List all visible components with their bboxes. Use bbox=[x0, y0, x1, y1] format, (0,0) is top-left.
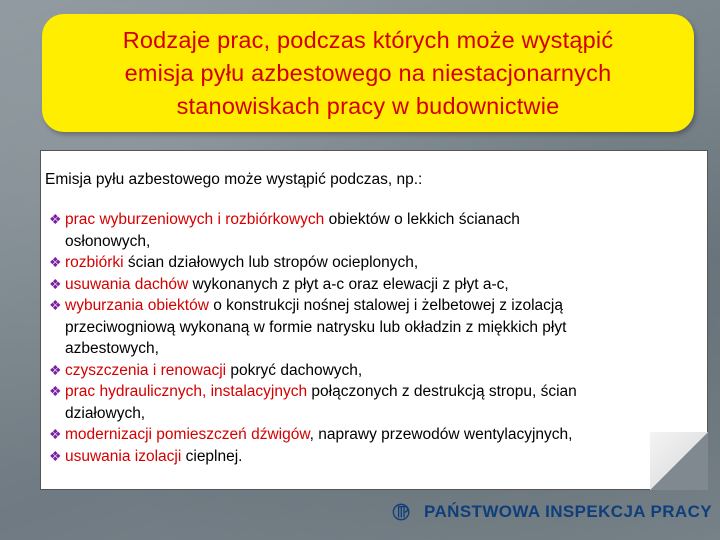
item-text: ścian działowych lub stropów ocieplonych, bbox=[123, 254, 419, 271]
item-highlight: usuwania dachów bbox=[65, 275, 189, 293]
work-types-list bbox=[49, 209, 709, 467]
item-highlight: prac wyburzeniowych i rozbiórkowych bbox=[65, 211, 325, 228]
brand-name: PAŃSTWOWA INSPEKCJA PRACY bbox=[423, 502, 712, 521]
item-highlight: modernizacji pomieszczeń dźwigów bbox=[65, 426, 310, 443]
pip-logo bbox=[392, 492, 712, 532]
list-item bbox=[49, 381, 709, 424]
item-continuation: azbestowych, bbox=[65, 340, 159, 357]
diamond-bullet-icon: ❖ bbox=[49, 426, 62, 442]
title-line-3: stanowiskach pracy w budownictwie bbox=[176, 92, 560, 119]
item-highlight: wyburzania obiektów bbox=[65, 297, 209, 314]
item-highlight: czyszczenia i renowacji bbox=[65, 361, 227, 379]
title-line-1: Rodzaje prac, podczas których może wystąpić bbox=[122, 26, 614, 53]
item-continuation: przeciwogniową wykonaną w formie natrysku lub okładzin z miękkich płyt bbox=[65, 318, 567, 336]
item-text: cieplnej. bbox=[181, 447, 243, 465]
item-text: wykonanych z płyt a-c oraz elewacji z płyt a-c, bbox=[188, 275, 509, 293]
diamond-bullet-icon: ❖ bbox=[49, 361, 62, 378]
item-text: o konstrukcji nośnej stalowej i żelbetowej z izolacją bbox=[208, 297, 563, 314]
slide-title bbox=[103, 24, 634, 123]
pip-emblem-icon bbox=[392, 492, 412, 532]
list-item bbox=[49, 209, 709, 252]
diamond-bullet-icon: ❖ bbox=[49, 383, 62, 399]
item-continuation: osłonowych, bbox=[65, 232, 151, 250]
list-item bbox=[49, 424, 709, 446]
intro-text: Emisja pyłu azbestowego może wystąpić podczas, np.: bbox=[45, 171, 423, 188]
list-item bbox=[49, 274, 709, 296]
diamond-bullet-icon: ❖ bbox=[49, 297, 62, 313]
list-item bbox=[49, 446, 709, 468]
page-curl-corner bbox=[650, 432, 708, 490]
item-text: pokryć dachowych, bbox=[226, 361, 363, 379]
item-continuation: działowych, bbox=[65, 404, 146, 422]
content-note bbox=[40, 150, 708, 490]
item-highlight: usuwania izolacji bbox=[65, 447, 182, 465]
list-item bbox=[49, 252, 709, 274]
list-item bbox=[49, 360, 709, 382]
title-box bbox=[42, 14, 694, 132]
diamond-bullet-icon: ❖ bbox=[49, 254, 62, 270]
item-highlight: prac hydraulicznych, instalacyjnych bbox=[65, 383, 308, 400]
diamond-bullet-icon: ❖ bbox=[49, 275, 62, 292]
list-item bbox=[49, 295, 709, 360]
item-text: obiektów o lekkich ścianach bbox=[324, 211, 520, 228]
item-text: , naprawy przewodów wentylacyjnych, bbox=[309, 426, 573, 443]
diamond-bullet-icon: ❖ bbox=[49, 447, 62, 464]
item-text: połączonych z destrukcją stropu, ścian bbox=[307, 383, 577, 400]
page-curl-flap bbox=[650, 432, 708, 490]
item-highlight: rozbiórki bbox=[65, 254, 124, 271]
diamond-bullet-icon: ❖ bbox=[49, 211, 62, 227]
title-line-2: emisja pyłu azbestowego na niestacjonarnych bbox=[124, 59, 612, 86]
